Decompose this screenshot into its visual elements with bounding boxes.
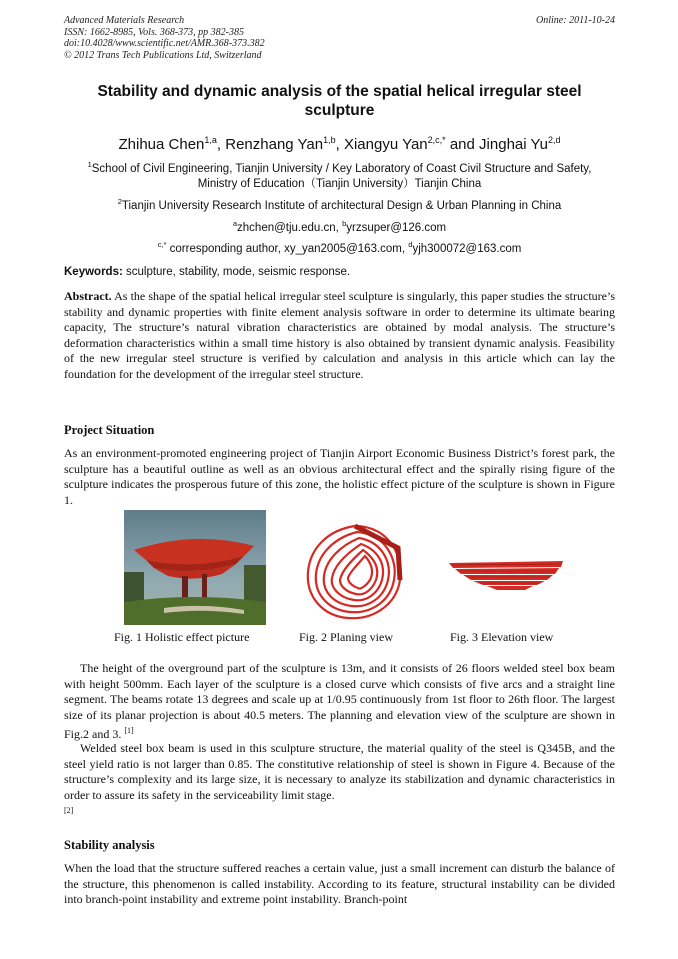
doi-line: doi:10.4028/www.scientific.net/AMR.368-373.382	[64, 38, 265, 49]
author-list	[64, 131, 615, 154]
author-name: Zhihua Chen	[118, 136, 205, 153]
affiliation-sup: 1	[87, 160, 92, 169]
journal-name: Advanced Materials Research	[64, 15, 185, 26]
section-heading: Stability analysis	[64, 838, 155, 852]
email-b: yrzsuper@126.com	[346, 221, 447, 234]
author-name: Xiangyu Yan	[343, 136, 428, 153]
figure-3-caption: Fig. 3 Elevation view	[450, 630, 554, 644]
email-sup: c,*	[157, 240, 167, 249]
email-line-2	[64, 237, 615, 257]
affiliation-sup: 2	[117, 197, 122, 206]
affiliation-2	[64, 194, 615, 214]
paragraph-text: The height of the overground part of the sculpture is 13m, and it consists of 26 floors welded steel box beam with height 500mm. Each layer of the sculpture is a closed curve which consists of five arcs and a straight line segment. The beams rotate 13 degrees and scale up at 1/0.95 continuously from 1st floor to 26th floor. The largest size of its planar projection is about 40.5 meters. The planning and elevation view of the sculpture are shown in Fig.2 and 3.	[64, 661, 615, 742]
citation: [1]	[124, 726, 134, 736]
author-separator: ,	[216, 136, 226, 153]
author-separator: and	[445, 136, 480, 153]
keywords-text: sculpture, stability, mode, seismic response.	[122, 266, 351, 278]
email-sup: a	[232, 219, 238, 228]
author-sup: 1,b	[323, 135, 336, 145]
keywords-label: Keywords:	[64, 266, 123, 278]
affiliation-line: Tianjin University Research Institute of architectural Design & Urban Planning in China	[121, 199, 562, 212]
online-date: Online: 2011-10-24	[536, 15, 615, 26]
abstract-label: Abstract.	[64, 289, 112, 303]
email-sup: b	[342, 219, 347, 228]
body-paragraph: As an environment-promoted engineering project of Tianjin Airport Economic Business District’s forest park, the sculpture has a beautiful outline as well as an obvious architectural effect and the spirally rising figure of the sculpture indicates the prosperous future of this zone, the holistic effect picture of the sculpture is shown in Figure 1.	[64, 446, 615, 507]
figure-1-caption: Fig. 1 Holistic effect picture	[114, 630, 250, 644]
citation: [2]	[64, 806, 74, 816]
email-c: corresponding author, xy_yan2005@163.com,	[166, 242, 409, 255]
abstract	[64, 289, 615, 383]
body-paragraph: When the load that the structure suffered reaches a certain value, just a small increment can disturb the balance of the structure, this phenomenon is called instability. According to its feature, structural instability can be divided into branch-point instability and extreme point instability. Branch-point	[64, 861, 615, 907]
author-name: Renzhang Yan	[225, 136, 324, 153]
section-heading: Project Situation	[64, 423, 155, 437]
affiliation-line: Ministry of Education（Tianjin University）Tianjin China	[197, 177, 482, 190]
abstract-text: As the shape of the spatial helical irregular steel sculpture is singularly, this paper studies the structure’s stability and dynamic properties with finite element analysis software in order to determine its ultimate bearing capacity, The structure’s natural vibration characteristics are obtained by modal analysis. The structure’s deformation characteristics within a small time history is also obtained by transient dynamic analysis. Feasibility of the new irregular steel structure is verified by calculation and analysis in this article which can lay the foundation for the development of the irregular steel structure.	[64, 289, 615, 381]
figure-3-image	[447, 555, 565, 595]
email-sup: d	[408, 240, 413, 249]
email-a: zhchen@tju.edu.cn,	[237, 221, 343, 234]
body-paragraph	[64, 661, 615, 743]
author-name: Jinghai Yu	[479, 136, 548, 153]
body-paragraph	[64, 741, 615, 823]
author-sup: 1,a	[204, 135, 217, 145]
author-sup: 2,d	[548, 135, 561, 145]
affiliation-line: School of Civil Engineering, Tianjin University / Key Laboratory of Coast Civil Structure and Safety,	[91, 162, 592, 175]
figure-2-image	[300, 518, 410, 626]
figure-2-caption: Fig. 2 Planing view	[299, 630, 394, 644]
author-sup: 2,c,*	[427, 135, 446, 145]
journal-header	[64, 15, 615, 61]
issn-line: ISSN: 1662-8985, Vols. 368-373, pp 382-385	[64, 26, 244, 38]
keywords	[64, 266, 615, 278]
email-d: yjh300072@163.com	[412, 242, 522, 255]
author-separator: ,	[335, 136, 344, 153]
affiliation-1	[64, 157, 615, 192]
paper-title: Stability and dynamic analysis of the spatial helical irregular steel sculpture	[97, 83, 582, 119]
paragraph-text: Welded steel box beam is used in this sculpture structure, the material quality of the steel is Q345B, and the steel yield ratio is not larger than 0.85. The constitutive relationship of steel is shown in Figure 4. Because of the structure’s complexity and its large size, it is necessary to analyze its stabilization and dynamic characteristics in order to assure its safety in the serviceability limit stage.	[64, 741, 615, 802]
copyright-line: © 2012 Trans Tech Publications Ltd, Switzerland	[64, 49, 262, 61]
figure-1-image	[124, 510, 266, 625]
email-line-1	[64, 216, 615, 236]
